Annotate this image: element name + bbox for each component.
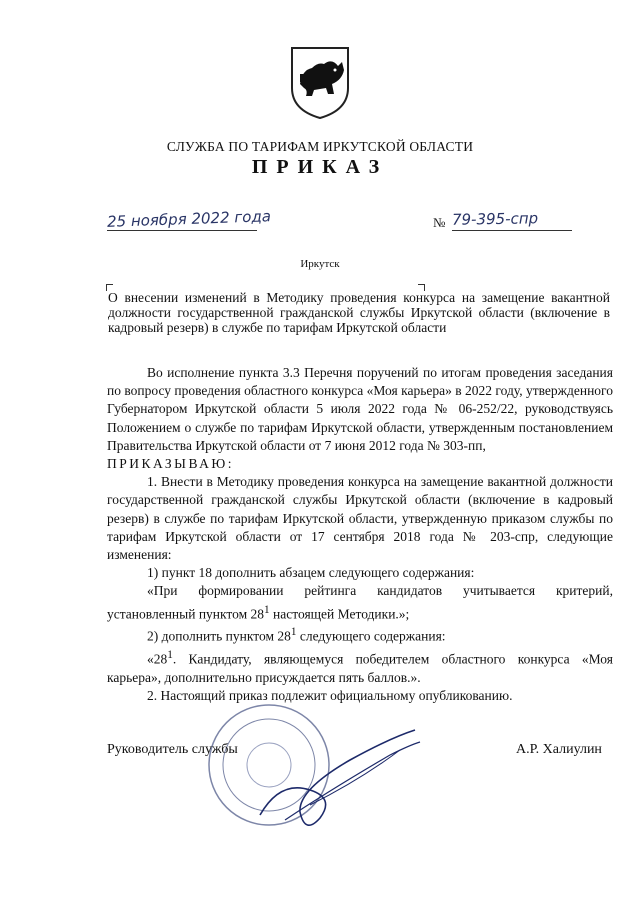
document-date: 25 ноября 2022 года xyxy=(106,207,272,231)
organization-name: СЛУЖБА ПО ТАРИФАМ ИРКУТСКОЙ ОБЛАСТИ xyxy=(166,139,474,154)
signatory-name: А.Р. Халиулин xyxy=(516,742,602,757)
quote-2: «$28^1$. Кандидату, являющемуся победителем областного конкурса «Моя карьера», дополнительно присуждается пять баллов.». xyxy=(107,649,613,685)
document-title: ПРИКАЗ xyxy=(251,156,389,178)
coat-of-arms-icon xyxy=(288,44,352,120)
document-subject: О внесении изменений в Методику проведения конкурса на замещение вакантной должности государственной гражданской службы Иркутской области (включение в кадровый резерв) в службе по тарифам Иркутской области xyxy=(108,290,610,335)
sub-item-1: 1) пункт 18 дополнить абзацем следующего содержания: xyxy=(147,565,475,581)
number-underline xyxy=(452,230,572,231)
order-word: ПРИКАЗЫВАЮ: xyxy=(107,456,234,472)
date-underline xyxy=(107,230,257,231)
signatory-position: Руководитель службы xyxy=(107,742,238,757)
document-body xyxy=(107,364,613,705)
signature-icon xyxy=(240,720,430,840)
number-prefix: № xyxy=(433,215,446,230)
document-number: 79-395-спр xyxy=(451,209,539,229)
sub-item-2: 2) дополнить пунктом $28^1$ следующего содержания: xyxy=(147,626,446,644)
item-1: 1. Внести в Методику проведения конкурса на замещение вакантной должности государственной гражданской службы Иркутской области (включение в кадровый резерв) в службе по тарифам Иркутской области, утвержденную приказом службы по тарифам Иркутской области от 17 сентября 2018 года № 203-спр, следующие изменения: xyxy=(107,474,613,563)
city: Иркутск xyxy=(300,258,340,270)
quote-1: «При формировании рейтинга кандидатов учитывается критерий, установленный пунктом $28^1$ настоящей Методики.»; xyxy=(107,583,613,622)
preamble-paragraph: Во исполнение пункта 3.3 Перечня поручений по итогам проведения заседания по вопросу проведения областного конкурса «Моя карьера» в 2022 году, утвержденного Губернатором Иркутской области 5 июля 2022 года № 06-252/22, руководствуясь Положением о службе по тарифам Иркутской области, утвержденным постановлением Правительства Иркутской области от 7 июня 2012 года № 303-пп, xyxy=(107,365,613,453)
item-2: 2. Настоящий приказ подлежит официальному опубликованию. xyxy=(147,687,513,703)
